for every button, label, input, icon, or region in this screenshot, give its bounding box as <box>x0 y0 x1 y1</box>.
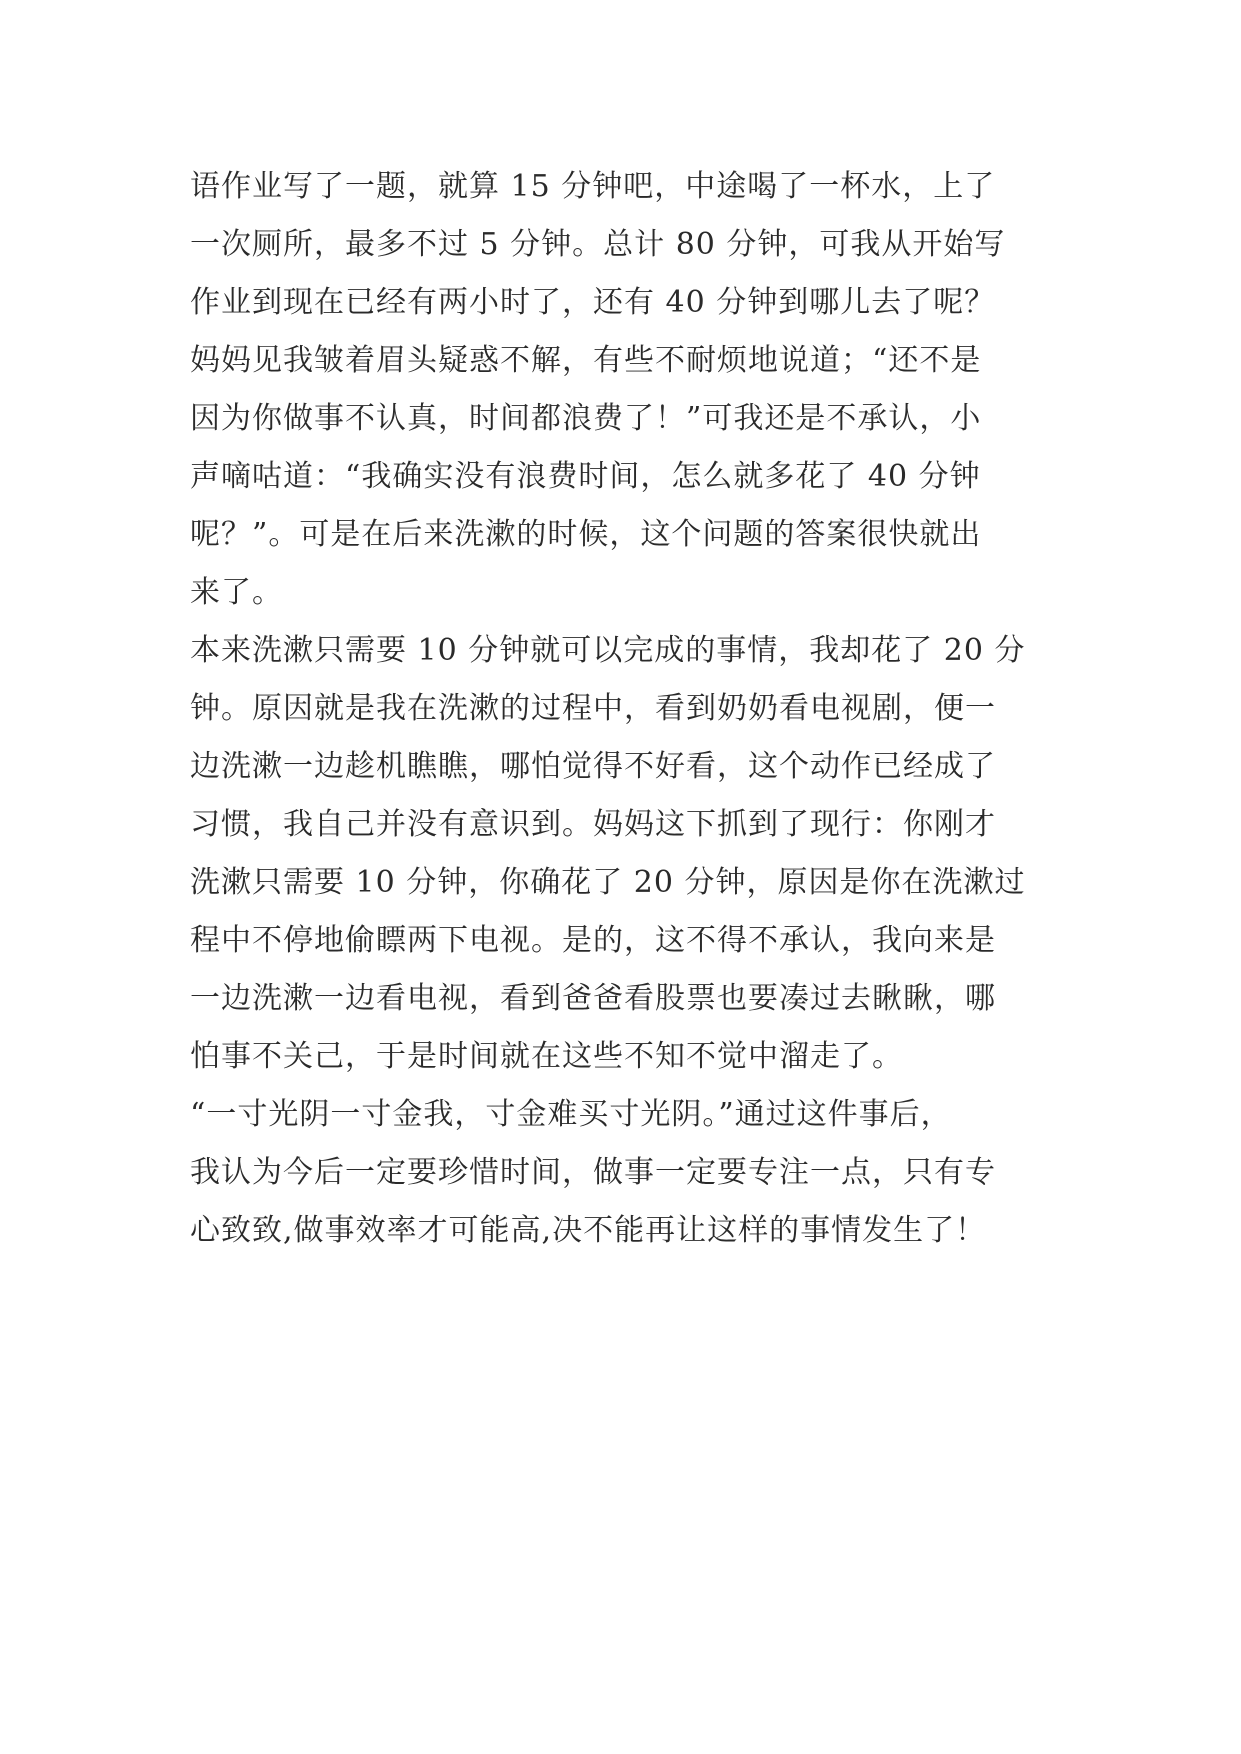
text-line: 程中不停地偷瞟两下电视。是的，这不得不承认，我向来是 <box>190 923 996 958</box>
text-line: 声嘀咕道：“我确实没有浪费时间，怎么就多花了 40 分钟 <box>190 459 981 494</box>
document-body <box>190 158 1060 1260</box>
text-line: 一次厕所，最多不过 5 分钟。总计 80 分钟，可我从开始写 <box>190 227 1006 262</box>
text-line: 来了。 <box>190 575 283 610</box>
text-line: 钟。原因就是我在洗漱的过程中，看到奶奶看电视剧，便一 <box>190 691 996 726</box>
text-line: 语作业写了一题，就算 15 分钟吧，中途喝了一杯水，上了 <box>190 169 996 204</box>
text-line: 边洗漱一边趁机瞧瞧，哪怕觉得不好看，这个动作已经成了 <box>190 749 996 784</box>
text-line: 妈妈见我皱着眉头疑惑不解，有些不耐烦地说道；“还不是 <box>190 343 982 378</box>
text-line: 一边洗漱一边看电视，看到爸爸看股票也要凑过去瞅瞅，哪 <box>190 981 996 1016</box>
text-line: 我认为今后一定要珍惜时间，做事一定要专注一点，只有专 <box>190 1155 996 1190</box>
text-line: 因为你做事不认真，时间都浪费了！”可我还是不承认，小 <box>190 401 982 436</box>
text-line: 呢？”。可是在后来洗漱的时候，这个问题的答案很快就出 <box>190 517 982 552</box>
text-line: 心致致,做事效率才可能高,决不能再让这样的事情发生了！ <box>190 1213 987 1248</box>
text-line: 本来洗漱只需要 10 分钟就可以完成的事情，我却花了 20 分 <box>190 633 1026 668</box>
text-line: “一寸光阴一寸金我，寸金难买寸光阴。”通过这件事后， <box>190 1097 952 1132</box>
text-line: 洗漱只需要 10 分钟，你确花了 20 分钟，原因是你在洗漱过 <box>190 865 1026 900</box>
text-line: 怕事不关己，于是时间就在这些不知不觉中溜走了。 <box>190 1039 903 1074</box>
text-line: 习惯，我自己并没有意识到。妈妈这下抓到了现行：你刚才 <box>190 807 996 842</box>
text-line: 作业到现在已经有两小时了，还有 40 分钟到哪儿去了呢？ <box>190 285 996 320</box>
